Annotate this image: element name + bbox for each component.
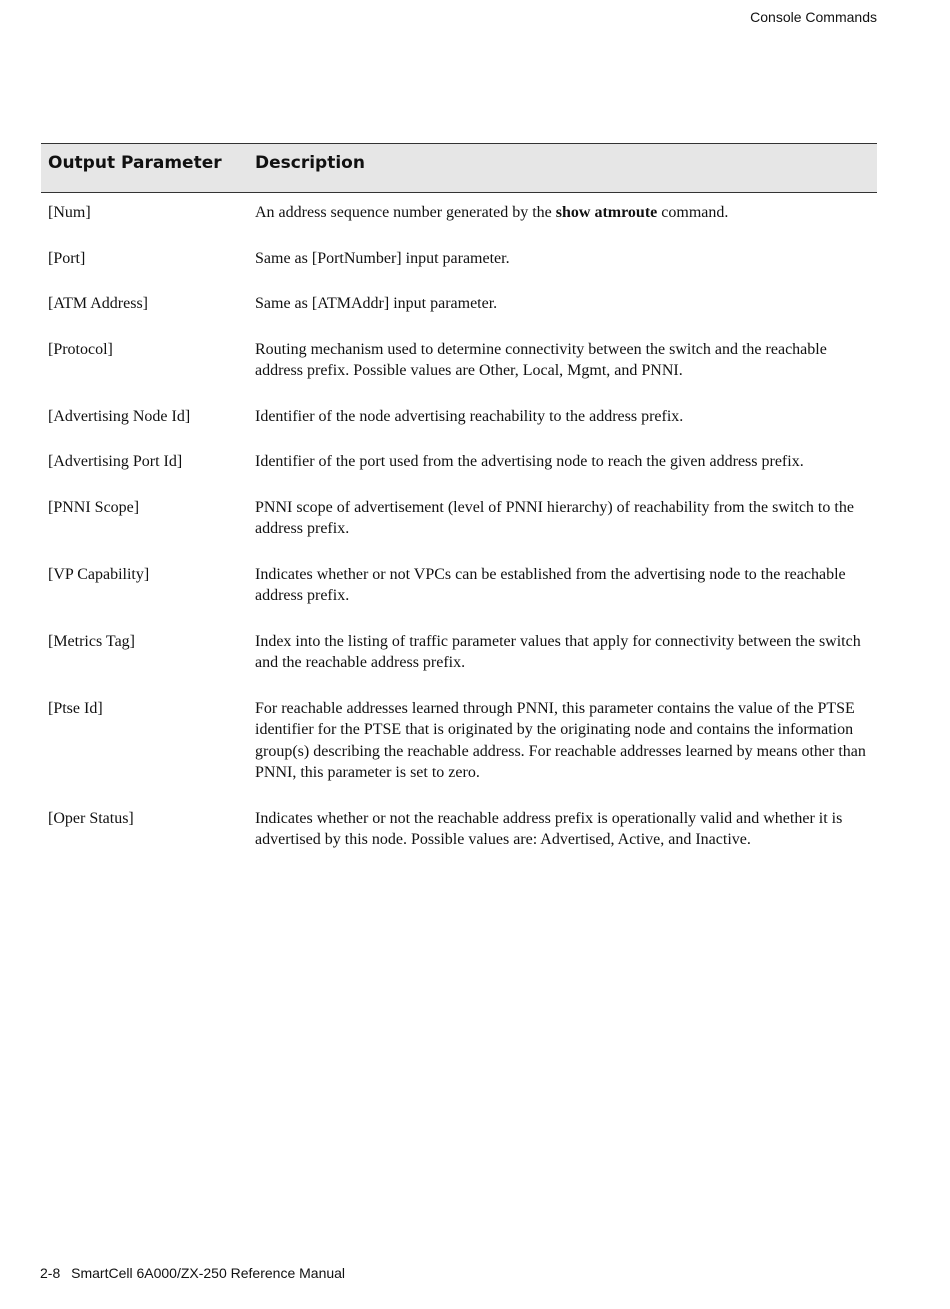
param-name: [Oper Status] (48, 809, 134, 827)
table-row (41, 193, 877, 248)
table-row (41, 451, 877, 497)
param-name: [VP Capability] (48, 565, 150, 583)
param-description: Identifier of the port used from the advertising node to reach the given address prefix. (255, 453, 804, 470)
param-description: Routing mechanism used to determine connectivity between the switch and the reachable address prefix. Possible values are Other, Local, Mgmt, and PNNI. (255, 340, 827, 379)
output-parameter-table (41, 143, 877, 875)
manual-title: SmartCell 6A000/ZX-250 Reference Manual (71, 1265, 346, 1281)
param-name: [Port] (48, 249, 86, 267)
param-description: Identifier of the node advertising reachability to the address prefix. (255, 407, 684, 425)
running-header: Console Commands (750, 9, 877, 25)
table-row (41, 631, 877, 698)
param-description: Index into the listing of traffic parameter values that apply for connectivity between the switch and the reachable address prefix. (255, 632, 861, 671)
param-name: [PNNI Scope] (48, 498, 140, 516)
description-text: An address sequence number generated by the (255, 204, 556, 221)
table-row (41, 248, 877, 294)
param-name: [ATM Address] (48, 295, 148, 312)
param-description: For reachable addresses learned through PNNI, this parameter contains the value of the PTSE identifier for the PTSE that is originated by the originating node and contains the information group(s) describing the reachable address. For reachable addresses learned by means other than PNNI, this parameter is set to zero. (255, 699, 866, 781)
param-description: PNNI scope of advertisement (level of PNNI hierarchy) of reachability from the switch to the address prefix. (255, 498, 854, 537)
param-name: [Advertising Port Id] (48, 453, 183, 470)
param-description: Same as [PortNumber] input parameter. (255, 249, 510, 267)
param-name: [Protocol] (48, 340, 113, 358)
table-row (41, 808, 877, 875)
param-name: [Advertising Node Id] (48, 407, 191, 425)
param-name: [Num] (48, 204, 91, 221)
table-row (41, 698, 877, 808)
table-row (41, 497, 877, 564)
param-description: Indicates whether or not VPCs can be established from the advertising node to the reachable address prefix. (255, 565, 846, 604)
param-description (248, 193, 877, 248)
param-name: [Ptse Id] (48, 699, 103, 717)
table-row (41, 293, 877, 339)
page-number: 2-8 (40, 1265, 61, 1281)
table-row (41, 339, 877, 406)
table-header-row (41, 144, 877, 193)
param-description: Same as [ATMAddr] input parameter. (255, 295, 498, 312)
column-header-parameter: Output Parameter (41, 144, 248, 193)
page-footer (40, 1265, 345, 1281)
param-name: [Metrics Tag] (48, 632, 135, 650)
command-name: show atmroute (555, 204, 658, 221)
table-row (41, 406, 877, 452)
table-row (41, 564, 877, 631)
column-header-description: Description (248, 144, 877, 193)
description-text: command. (657, 204, 729, 221)
param-description: Indicates whether or not the reachable address prefix is operationally valid and whether it is advertised by this node. Possible values are: Advertised, Active, and Inactive. (255, 809, 843, 848)
